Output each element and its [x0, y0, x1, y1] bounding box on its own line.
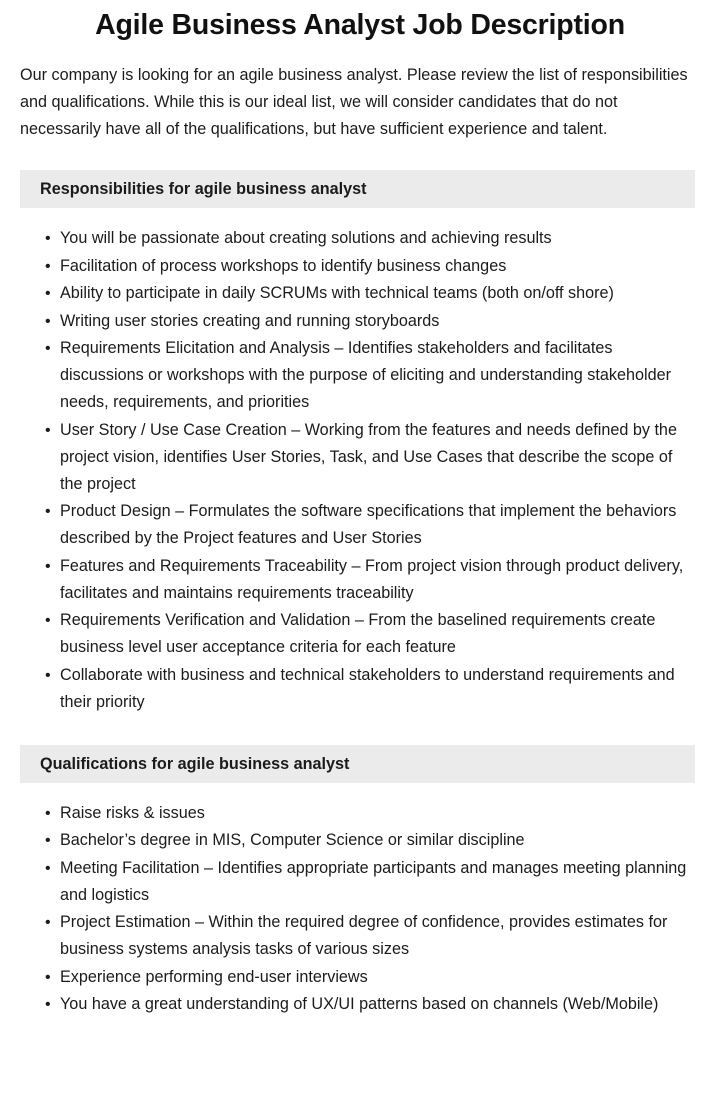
list-item: • You have a great understanding of UX/UI patterns based on channels (Web/Mobile) [60, 991, 692, 1018]
list-item: • Collaborate with business and technical stakeholders to understand requirements and their priority [60, 662, 692, 716]
list-item: • Project Estimation – Within the required degree of confidence, provides estimates for business systems analysis tasks of various sizes [60, 909, 692, 963]
list-item: • Writing user stories creating and running storyboards [60, 308, 692, 335]
list-item: • Raise risks & issues [60, 800, 692, 827]
responsibilities-list [0, 225, 720, 716]
section-header-responsibilities: Responsibilities for agile business analyst [20, 170, 695, 208]
section-header-qualifications: Qualifications for agile business analyst [20, 745, 695, 783]
list-item: • Experience performing end-user interviews [60, 964, 692, 991]
page-title: Agile Business Analyst Job Description [95, 9, 625, 41]
list-item: • User Story / Use Case Creation – Working from the features and needs defined by the project vision, identifies User Stories, Task, and Use Cases that describe the scope of the project [60, 417, 692, 498]
list-item: • Requirements Elicitation and Analysis – Identifies stakeholders and facilitates discussions or workshops with the purpose of eliciting and understanding stakeholder needs, requirements, and priorities [60, 335, 692, 416]
list-item: • Product Design – Formulates the software specifications that implement the behaviors described by the Project features and User Stories [60, 498, 692, 552]
list-item: • You will be passionate about creating solutions and achieving results [60, 225, 692, 252]
list-item: • Meeting Facilitation – Identifies appropriate participants and manages meeting planning and logistics [60, 855, 692, 909]
list-item: • Ability to participate in daily SCRUMs with technical teams (both on/off shore) [60, 280, 692, 307]
list-item: • Facilitation of process workshops to identify business changes [60, 253, 692, 280]
list-item: • Requirements Verification and Validation – From the baselined requirements create business level user acceptance criteria for each feature [60, 607, 692, 661]
list-item: • Bachelor’s degree in MIS, Computer Science or similar discipline [60, 827, 692, 854]
intro-paragraph: Our company is looking for an agile business analyst. Please review the list of responsibilities and qualifications. While this is our ideal list, we will consider candidates that do not necessarily have all of the qualifications, but have sufficient experience and talent. [20, 66, 688, 138]
qualifications-list [0, 800, 720, 1019]
list-item: • Features and Requirements Traceability – From project vision through product delivery, facilitates and maintains requirements traceability [60, 553, 692, 607]
